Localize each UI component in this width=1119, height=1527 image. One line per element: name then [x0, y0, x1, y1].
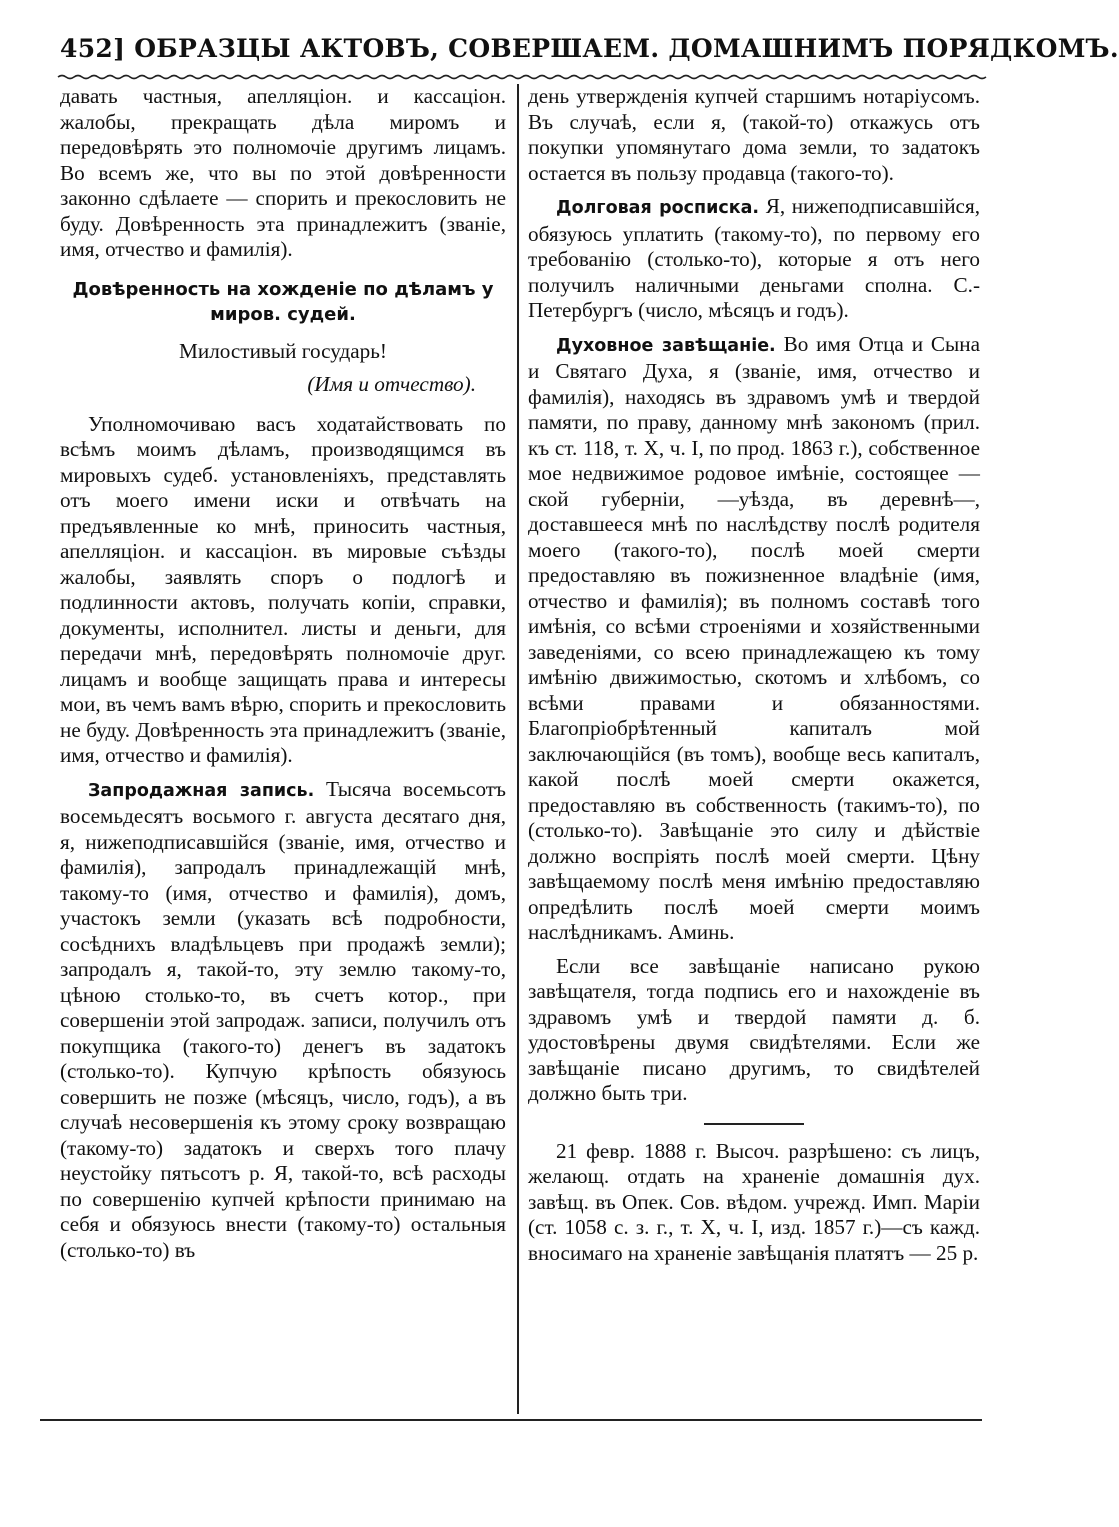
paragraph	[60, 777, 506, 1264]
wavy-header-rule	[58, 72, 982, 82]
page-header: 452] ОБРАЗЦЫ АКТОВЪ, СОВЕРШАЕМ. ДОМАШНИМЪ ПОРЯДКОМЪ.	[60, 34, 1119, 63]
paragraph-lead: Духовное завѣщаніе.	[556, 335, 776, 356]
paragraph	[528, 332, 980, 946]
paragraph	[528, 194, 980, 324]
paragraph-body: Во имя Отца и Сына и Святаго Духа, я (званіе, имя, отчество и фамилія), находясь въ здравомъ умѣ и твердой памяти, по праву, данному мнѣ закономъ (прил. къ ст. 118, т. X, ч. I, по прод. 1863 г.), собственное мое недвижимое родовое имѣніе, состоящее —ской губерніи, —уѣзда, въ деревнѣ—, доставшееся мнѣ по наслѣдству послѣ родителя моего (такого-то), послѣ моей смерти предоставляю въ пожизненное владѣніе (имя, отчество и фамилія); въ полномъ составѣ того имѣнія, со всѣми строеніями и хозяйственными заведеніями, со всею принадлежащею къ тому имѣнію движимостью, скотомъ и хлѣбомъ, со всѣми правами и обязанностями. Благопріобрѣтенный капиталъ мой заключающійся (въ томъ), вообще весь капиталъ, какой послѣ моей смерти окажется, предоставляю въ собственность (такимъ-то), по (столько-то). Завѣщаніе это силу и дѣйствіе должно воспріять послѣ моей смерти. Цѣну завѣщаемому послѣ меня имѣнію предоставляю опредѣлить послѣ моей смерти моимъ наслѣдникамъ. Аминь.	[528, 331, 981, 944]
paragraph-body: Тысяча восемьсотъ восемьдесятъ восьмого г. августа десятаго дня, я, нижеподписавшійся (званіе, имя, отчество и фамилія), запродалъ принадлежащій мнѣ, такому-то (имя, отчество и фамилія), домъ, участокъ земли (указать всѣ подробности, сосѣднихъ владѣльцевъ при продажѣ земли); запродалъ я, такой-то, эту землю такому-то, цѣною столько-то, въ счетъ котор., при совершеніи этой запродаж. записи, получилъ отъ покупщика (такого-то) денегъ въ задатокъ (столько-то). Купчую крѣпость обязуюсь совершить не позже (мѣсяцъ, число, годъ), а въ случаѣ несовершенія къ этому сроку возвращаю (такому-то) задатокъ и сверхъ того плачу неустойку пятьсотъ р. Я, такой-то, всѣ расходы по совершенію купчей крѣпости принимаю на себя и обязуюсь внести (такому-то) остальныя (столько-то) въ	[60, 776, 506, 1262]
paragraph: день утвержденія купчей старшимъ нотаріусомъ. Въ случаѣ, если я, (такой-то) откажусь отъ покупки упомянутаго дома земли, то задатокъ остается въ пользу продавца (такого-то).	[528, 84, 980, 185]
paragraph-lead: Запродажная запись.	[88, 780, 315, 801]
left-column	[60, 84, 506, 1263]
addressee: (Имя и отчество).	[307, 372, 476, 396]
section-heading: Довѣренность на хожденіе по дѣламъ у миров. судей.	[72, 278, 494, 325]
paragraph: давать частныя, апелляціон. и кассаціон. жалобы, прекращать дѣла миромъ и передовѣрять это полномочіе другимъ лицамъ. Во всемъ же, что вы по этой довѣренности законно сдѣлаете — спорить и прекословить не буду. Довѣренность эта принадлежитъ (званіе, имя, отчество и фамилія).	[60, 84, 506, 261]
paragraph-body: Я, нижеподписавшійся, обязуюсь уплатить (такому-то), по первому его требованію (столько-то), которые я отъ него получилъ наличными деньгами сполна. С.-Петербургъ (число, мѣсяцъ и годъ).	[528, 194, 980, 322]
paragraph: 21 февр. 1888 г. Высоч. разрѣшено: съ лицъ, желающ. отдать на храненіе домашнія дух. завѣщ. въ Опек. Сов. вѣдом. учрежд. Имп. Маріи (ст. 1058 с. з. г., т. X, ч. I, изд. 1857 г.)—съ кажд. вносимаго на храненіе завѣщанія платятъ — 25 р.	[528, 1138, 980, 1265]
column-divider	[517, 84, 519, 1414]
paragraph: Если все завѣщаніе написано рукою завѣщателя, тогда подпись его и нахожденіе въ здравомъ умѣ и твердой памяти д. б. удостовѣрены двумя свидѣтелями. Если же завѣщаніе писано другимъ, то свидѣтелей должно быть три.	[528, 953, 980, 1105]
paragraph-lead: Долговая росписка.	[556, 198, 760, 218]
paragraph: Уполномочиваю васъ ходатайствовать по всѣмъ моимъ дѣламъ, производящимся въ мировыхъ судеб. установленіяхъ, представлять отъ моего имени иски и отвѣчать на предъявленные ко мнѣ, приносить частныя, апелляціон. и кассаціон. въ мировые съѣзды жалобы, заявлять споръ о подлогѣ и подлинности актовъ, получать копіи, справки, документы, исполнител. листы и деньги, для передачи мнѣ, передовѣрять полномочіе друг. лицамъ и вообще защищать права и интересы мои, въ чемъ вамъ вѣрю, спорить и прекословить не буду. Довѣренность эта принадлежитъ (званіе, имя, отчество и фамилія).	[60, 411, 506, 767]
right-column	[528, 84, 980, 1266]
salutation: Милостивый государь!	[179, 338, 387, 363]
section-separator	[704, 1123, 804, 1125]
bottom-rule	[40, 1419, 982, 1421]
